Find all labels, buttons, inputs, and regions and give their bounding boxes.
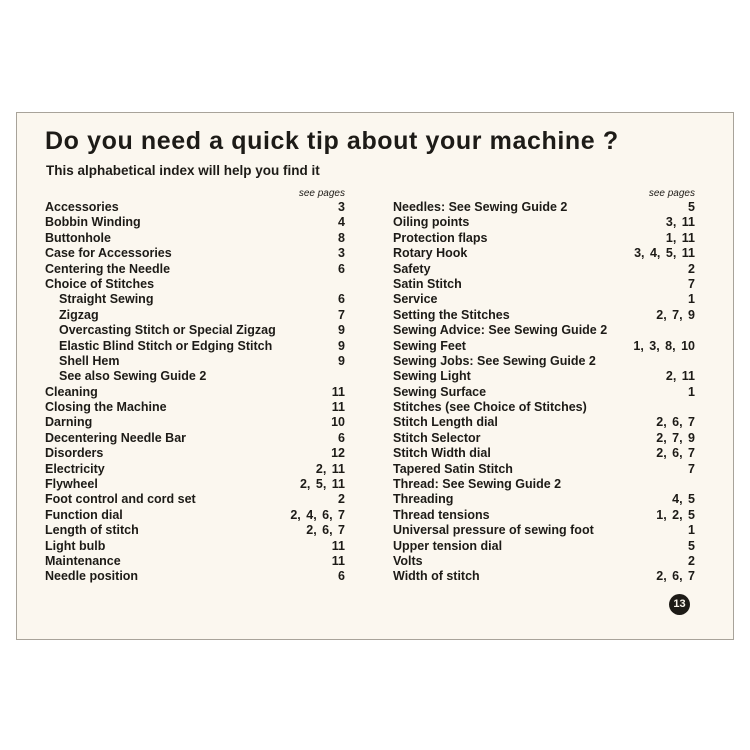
index-pages: 5 (688, 538, 695, 553)
index-pages: 11 (331, 538, 345, 553)
index-term: Needles: See Sewing Guide 2 (393, 200, 568, 214)
index-entry (45, 446, 345, 461)
index-pages: 4, 5 (672, 492, 695, 507)
index-term: Tapered Satin Stitch (393, 461, 513, 476)
index-term: Service (393, 292, 438, 307)
index-term: Length of stitch (45, 523, 139, 538)
index-pages: 11 (331, 553, 345, 568)
index-term: Thread tensions (393, 507, 490, 522)
index-term: Sewing Jobs: See Sewing Guide 2 (393, 353, 596, 368)
index-entry (393, 431, 695, 446)
index-entry (393, 292, 695, 307)
index-entry (45, 200, 345, 215)
index-term: Stitches (see Choice of Stitches) (393, 400, 587, 415)
index-term: Case for Accessories (45, 246, 172, 261)
index-entry (45, 385, 345, 400)
index-term: Volts (393, 553, 423, 568)
index-entry (45, 415, 345, 430)
index-pages: 2, 6, 7 (656, 415, 695, 430)
index-entry (45, 339, 345, 354)
index-pages: 9 (338, 323, 345, 338)
page-title: Do you need a quick tip about your machine ? (45, 127, 619, 155)
index-column-left (45, 187, 345, 585)
index-term: Maintenance (45, 553, 121, 568)
index-term: Light bulb (45, 538, 106, 553)
index-pages: 5 (688, 200, 695, 214)
index-entry (393, 308, 695, 323)
index-entry (45, 431, 345, 446)
index-term: Buttonhole (45, 230, 111, 245)
index-pages: 6 (338, 261, 345, 276)
index-term: Function dial (45, 507, 123, 522)
index-pages: 6 (338, 569, 345, 584)
index-term: Sewing Feet (393, 338, 466, 353)
index-entry (393, 200, 695, 215)
index-pages: 2, 5, 11 (299, 477, 345, 492)
index-term: Foot control and cord set (45, 492, 196, 507)
index-pages: 9 (338, 338, 345, 353)
see-pages-label-right: see pages (648, 188, 695, 199)
index-entry (393, 492, 695, 507)
index-pages: 11 (331, 400, 345, 415)
index-term: Width of stitch (393, 569, 480, 584)
index-term: Elastic Blind Stitch or Edging Stitch (59, 338, 273, 353)
page-subtitle: This alphabetical index will help you find it (46, 163, 320, 178)
index-entry (393, 477, 695, 492)
index-pages: 1 (688, 292, 695, 307)
index-pages: 2, 11 (315, 461, 345, 476)
index-entry (393, 215, 695, 230)
index-term: Sewing Surface (393, 384, 487, 399)
index-entry (393, 339, 695, 354)
index-pages: 3 (338, 200, 345, 214)
index-entry (393, 508, 695, 523)
index-entry (393, 539, 695, 554)
index-term: Sewing Light (393, 369, 471, 384)
index-term: Bobbin Winding (45, 215, 141, 230)
index-entry (393, 446, 695, 461)
index-pages: 7 (688, 461, 695, 476)
index-term: Choice of Stitches (45, 276, 155, 291)
index-entry (393, 246, 695, 261)
index-pages: 2 (338, 492, 345, 507)
page-number-badge: 13 (669, 594, 690, 615)
index-term: Oiling points (393, 215, 470, 230)
index-entry (393, 385, 695, 400)
index-entry (45, 277, 345, 292)
index-entry (45, 369, 345, 384)
index-entry (45, 523, 345, 538)
index-pages: 1, 11 (665, 230, 695, 245)
index-term: Disorders (45, 446, 104, 461)
index-entry (45, 492, 345, 507)
index-entry (45, 308, 345, 323)
index-entry (45, 539, 345, 554)
index-entry (45, 215, 345, 230)
index-term: Safety (393, 261, 431, 276)
index-column-right (393, 187, 695, 585)
index-list-right (393, 200, 695, 585)
index-entry (393, 231, 695, 246)
index-pages: 2, 6, 7 (656, 446, 695, 461)
index-pages: 12 (331, 446, 345, 461)
index-pages: 6 (338, 292, 345, 307)
index-entry (45, 554, 345, 569)
index-term: Darning (45, 415, 93, 430)
index-term: Shell Hem (59, 353, 120, 368)
index-pages: 9 (338, 353, 345, 368)
index-pages: 2, 6, 7 (656, 569, 695, 584)
index-pages: 3 (338, 246, 345, 261)
index-term: Straight Sewing (59, 292, 154, 307)
index-entry (45, 262, 345, 277)
index-entry (45, 400, 345, 415)
index-pages: 4 (338, 215, 345, 230)
index-pages: 2, 4, 6, 7 (290, 507, 345, 522)
index-pages: 7 (338, 307, 345, 322)
index-pages: 3, 4, 5, 11 (634, 246, 695, 261)
index-entry (45, 462, 345, 477)
index-term: Satin Stitch (393, 276, 462, 291)
index-term: Setting the Stitches (393, 307, 510, 322)
index-term: Protection flaps (393, 230, 488, 245)
index-entry (393, 569, 695, 584)
index-entry (393, 400, 695, 415)
index-entry (393, 554, 695, 569)
index-pages: 2 (688, 553, 695, 568)
index-term: Electricity (45, 461, 105, 476)
index-entry (45, 323, 345, 338)
index-entry (393, 369, 695, 384)
index-term: Needle position (45, 569, 139, 584)
index-pages: 1, 2, 5 (656, 507, 695, 522)
index-pages: 1, 3, 8, 10 (633, 338, 695, 353)
index-pages: 2, 11 (665, 369, 695, 384)
index-pages: 2, 7, 9 (656, 307, 695, 322)
index-entry (393, 277, 695, 292)
index-term: Upper tension dial (393, 538, 503, 553)
see-pages-label-left: see pages (298, 188, 345, 199)
index-term: Stitch Length dial (393, 415, 498, 430)
index-term: Accessories (45, 200, 119, 214)
index-pages: 7 (688, 276, 695, 291)
index-entry (393, 415, 695, 430)
index-pages: 10 (331, 415, 345, 430)
index-term: Closing the Machine (45, 400, 167, 415)
index-pages: 11 (331, 384, 345, 399)
index-pages: 8 (338, 230, 345, 245)
index-pages: 2 (688, 261, 695, 276)
index-entry (45, 231, 345, 246)
index-entry (45, 477, 345, 492)
index-entry (45, 246, 345, 261)
index-term: Flywheel (45, 477, 98, 492)
index-term: Stitch Selector (393, 430, 481, 445)
index-term: Universal pressure of sewing foot (393, 523, 594, 538)
index-pages: 6 (338, 430, 345, 445)
manual-page (16, 112, 734, 640)
index-entry (393, 523, 695, 538)
index-entry (45, 292, 345, 307)
index-term: Cleaning (45, 384, 98, 399)
index-term: Stitch Width dial (393, 446, 491, 461)
index-entry (393, 354, 695, 369)
index-term: Overcasting Stitch or Special Zigzag (59, 323, 276, 338)
index-term: See also Sewing Guide 2 (59, 369, 207, 384)
index-list-left (45, 200, 345, 585)
index-pages: 3, 11 (665, 215, 695, 230)
index-entry (393, 262, 695, 277)
index-term: Centering the Needle (45, 261, 171, 276)
index-term: Threading (393, 492, 454, 507)
index-entry (393, 323, 695, 338)
index-pages: 2, 7, 9 (656, 430, 695, 445)
index-entry (45, 508, 345, 523)
index-pages: 1 (688, 523, 695, 538)
index-term: Zigzag (59, 307, 99, 322)
index-pages: 2, 6, 7 (306, 523, 345, 538)
index-term: Decentering Needle Bar (45, 430, 187, 445)
index-term: Rotary Hook (393, 246, 468, 261)
index-entry (45, 569, 345, 584)
index-entry (393, 462, 695, 477)
index-entry (45, 354, 345, 369)
index-pages: 1 (688, 384, 695, 399)
index-term: Thread: See Sewing Guide 2 (393, 477, 562, 492)
index-term: Sewing Advice: See Sewing Guide 2 (393, 323, 608, 338)
